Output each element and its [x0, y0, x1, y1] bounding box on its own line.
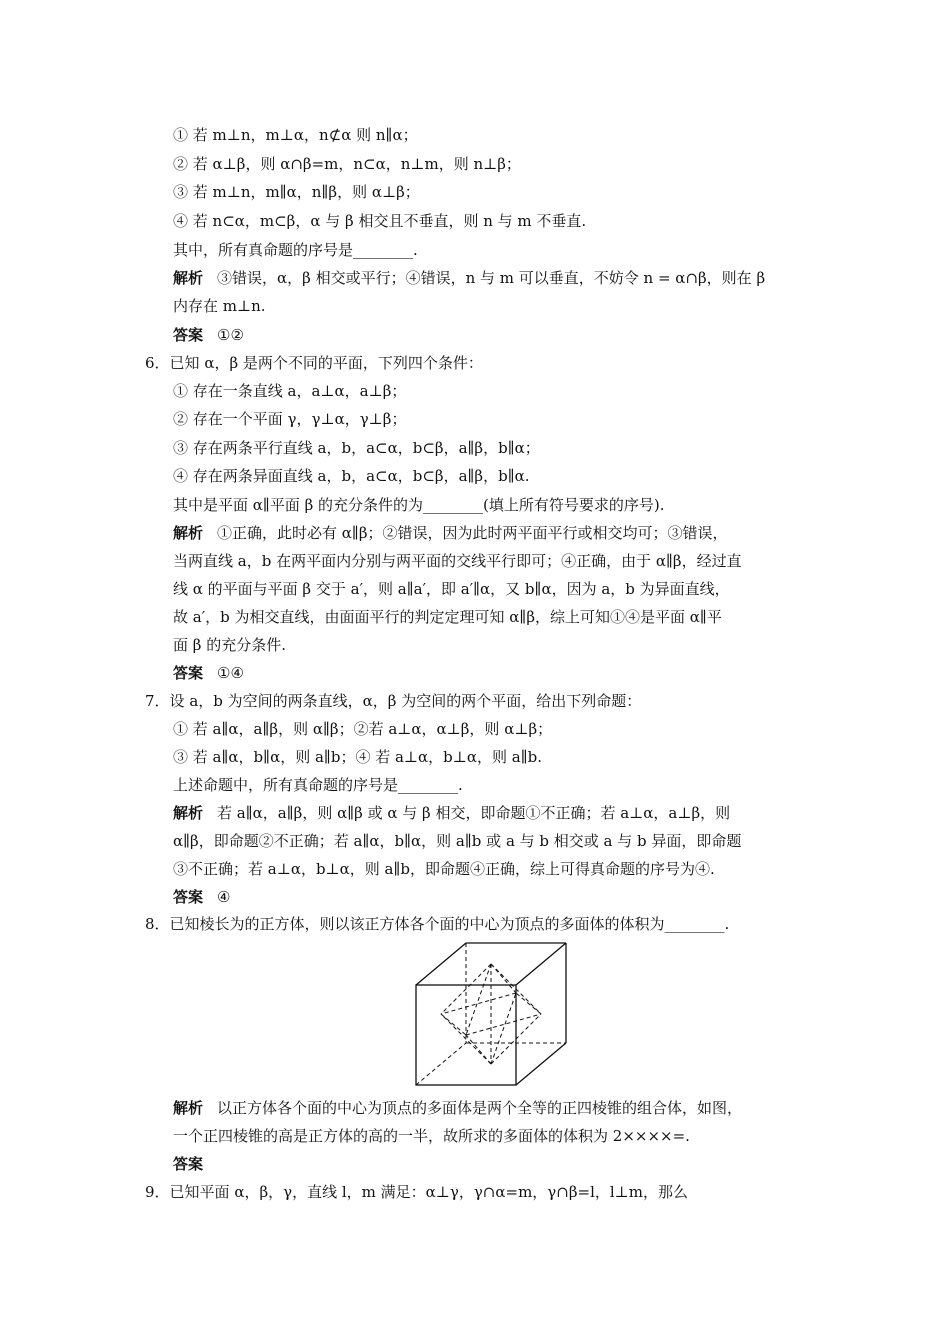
condition-line-3: ③ 存在两条平行直线 a，b，a⊂α，b⊂β，a∥β，b∥α； [173, 439, 540, 457]
answer-label: 答案 [173, 1155, 204, 1173]
proposition-line-2: ② 若 α⊥β，则 α∩β=m，n⊂α，n⊥m，则 n⊥β； [173, 155, 521, 173]
condition-line-4: ④ 存在两条异面直线 a，b，a⊂α，b⊂β，a∥β，b∥α. [173, 467, 530, 485]
analysis-continuation: 当两直线 a，b 在两平面内分别与两平面的交线平行即可；④正确，由于 α∥β，经过直 [173, 552, 742, 570]
condition-line-1: ① 存在一条直线 a，a⊥α，a⊥β； [173, 382, 407, 400]
analysis-line [173, 802, 730, 824]
analysis-continuation: 面 β 的充分条件. [173, 636, 286, 654]
answer-label: 答案 [173, 326, 204, 344]
answer-line [173, 662, 244, 684]
analysis-text: 以正方体各个面的中心为顶点的多面体是两个全等的正四棱锥的组合体，如图， [217, 1099, 743, 1117]
analysis-text: 若 a∥α，a∥β，则 α∥β 或 α 与 β 相交，即命题①不正确；若 a⊥α，a⊥β，则 [217, 804, 731, 822]
question-6 [145, 352, 483, 374]
proposition-line-2: ③ 若 a∥α，b∥α，则 a∥b；④ 若 a⊥α，b⊥α，则 a∥b. [173, 748, 543, 766]
proposition-line-1: ① 若 m⊥n，m⊥α，n⊄α 则 n∥α； [173, 126, 418, 144]
analysis-continuation: 故 a′，b 为相交直线，由面面平行的判定定理可知 α∥β，综上可知①④是平面 α∥平 [173, 608, 722, 626]
analysis-label: 解析 [173, 1099, 204, 1117]
question-8 [145, 913, 729, 935]
question-number: 8． [145, 915, 170, 933]
proposition-line-4: ④ 若 n⊂α，m⊂β，α 与 β 相交且不垂直，则 n 与 m 不垂直. [173, 212, 587, 230]
analysis-label: 解析 [173, 804, 204, 822]
analysis-line [173, 522, 728, 544]
analysis-continuation: 线 α 的平面与平面 β 交于 a′，则 a∥a′，即 a′∥α，又 b∥α，因为 a，b 为异面直线， [173, 580, 730, 598]
answer-label: 答案 [173, 664, 204, 682]
proposition-line-1: ① 若 a∥α，a∥β，则 α∥β；②若 a⊥α，α⊥β，则 α⊥β； [173, 720, 553, 738]
cube-octahedron-figure [410, 940, 570, 1090]
analysis-line [173, 1097, 742, 1119]
question-9 [145, 1181, 688, 1203]
question-text: 已知 α，β 是两个不同的平面，下列四个条件： [169, 354, 483, 372]
question-prompt: 其中是平面 α∥平面 β 的充分条件的为________(填上所有符号要求的序号). [173, 496, 665, 514]
analysis-continuation: α∥β，即命题②不正确；若 a∥α，b∥α，则 a∥b 或 a 与 b 相交或 a 与 b 异面，即命题 [173, 832, 742, 850]
question-text: 设 a，b 为空间的两条直线，α，β 为空间的两个平面，给出下列命题： [169, 692, 642, 710]
proposition-line-3: ③ 若 m⊥n，m∥α，n∥β，则 α⊥β； [173, 183, 420, 201]
condition-line-2: ② 存在一个平面 γ，γ⊥α，γ⊥β； [173, 410, 407, 428]
answer-line [173, 324, 244, 346]
analysis-continuation: ③不正确；若 a⊥α，b⊥α，则 a∥b，即命题④正确，综上可得真命题的序号为④. [173, 860, 715, 878]
analysis-line [173, 267, 765, 289]
question-number: 6． [145, 354, 170, 372]
question-text: 已知平面 α，β，γ，直线 l，m 满足：α⊥γ，γ∩α=m，γ∩β=l，l⊥m，那么 [169, 1183, 688, 1201]
analysis-text: ③错误，α，β 相交或平行；④错误，n 与 m 可以垂直，不妨令 n = α∩β，则在 β [217, 269, 766, 287]
question-7 [145, 690, 641, 712]
answer-line [173, 1153, 217, 1175]
question-prompt: 上述命题中，所有真命题的序号是________. [173, 776, 463, 794]
question-number: 7． [145, 692, 170, 710]
analysis-label: 解析 [173, 269, 204, 287]
question-text: 已知棱长为的正方体，则以该正方体各个面的中心为顶点的多面体的体积为________. [169, 915, 730, 933]
analysis-label: 解析 [173, 524, 204, 542]
analysis-continuation: 一个正四棱锥的高是正方体的高的一半，故所求的多面体的体积为 2××××=. [173, 1127, 690, 1145]
analysis-text: ①正确，此时必有 α∥β；②错误，因为此时两平面平行或相交均可；③错误， [217, 524, 728, 542]
answer-text: ④ [217, 888, 231, 906]
question-prompt: 其中，所有真命题的序号是________. [173, 241, 418, 259]
answer-text: ①② [217, 326, 244, 344]
answer-label: 答案 [173, 888, 204, 906]
question-number: 9． [145, 1183, 170, 1201]
answer-line [173, 886, 230, 908]
analysis-continuation: 内存在 m⊥n. [173, 297, 266, 315]
answer-text: ①④ [217, 664, 244, 682]
